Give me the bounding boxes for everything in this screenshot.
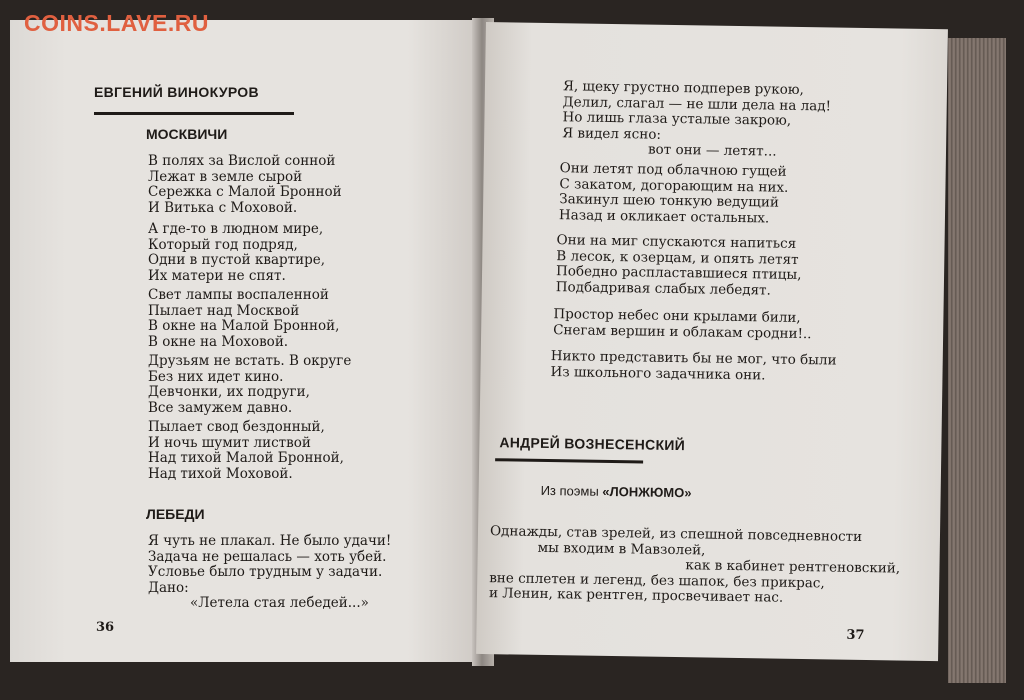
verse-line: Который год подряд, — [148, 236, 298, 253]
stanza — [553, 307, 812, 342]
verse-line: Над тихой Малой Бронной, — [148, 450, 344, 467]
verse-line: В полях за Вислой сонной — [148, 153, 336, 169]
verse-line: Все замужем давно. — [148, 399, 293, 416]
verse-line: Никто представить бы не мог, что были — [550, 348, 837, 369]
verse-line: Подбадривая слабых лебедят. — [555, 278, 771, 299]
verse-line: Пылает над Москвой — [148, 302, 300, 319]
verse-line: Над тихой Моховой. — [148, 465, 293, 482]
verse-line: Однажды, став зрелей, из спешной повседневности — [489, 523, 863, 545]
verse-line: И Витька с Моховой. — [148, 199, 298, 216]
verse-line: В лесок, к озерцам, и опять летят — [556, 247, 799, 268]
author-rule — [495, 458, 643, 463]
verse-line: Из школьного задачника они. — [550, 363, 766, 384]
verse-line: Простор небес они крылами били, — [553, 306, 801, 326]
author-name: АНДРЕЙ ВОЗНЕСЕНСКИЙ — [499, 434, 686, 454]
verse-line: Я видел ясно: — [562, 124, 662, 143]
stanza — [550, 349, 836, 385]
subtitle-title: «ЛОНЖЮМО» — [602, 483, 692, 501]
author-rule — [94, 112, 294, 115]
stanza — [562, 79, 831, 161]
verse-line: С закатом, догорающим на них. — [559, 175, 789, 196]
verse-line: Дано: — [148, 579, 189, 596]
author-name: ЕВГЕНИЙ ВИНОКУРОВ — [94, 84, 259, 100]
stanza — [148, 288, 339, 350]
verse-line: Друзьям не встать. В округе — [148, 353, 352, 369]
verse-line: И ночь шумит листвой — [148, 434, 311, 451]
subtitle-prefix: Из поэмы — [540, 482, 603, 499]
verse-line: Они летят под облачною гущей — [559, 160, 787, 180]
verse-line: и Ленин, как рентген, просвечивает нас. — [488, 585, 784, 607]
poem-title: МОСКВИЧИ — [146, 126, 228, 142]
verse-line: А где-то в людном мире, — [148, 221, 324, 237]
right-page — [476, 22, 948, 661]
verse-line: Условье было трудным у задачи. — [148, 564, 383, 581]
verse-line: Я, щеку грустно подперев рукою, — [562, 78, 805, 99]
verse-line: Они на миг спускаются напиться — [556, 232, 797, 252]
stanza — [148, 420, 344, 482]
stanza — [559, 161, 789, 227]
verse-line: Снегам вершин и облакам сродни!.. — [553, 321, 812, 342]
stanza — [148, 354, 351, 416]
page-edges — [948, 38, 1006, 683]
verse-line: Одни в пустой квартире, — [148, 252, 326, 269]
verse-line: Свет лампы воспаленной — [148, 287, 329, 303]
verse-line: Задача не решалась — хоть убей. — [148, 548, 387, 565]
verse-line: Но лишь глаза усталые закрою, — [562, 109, 792, 129]
verse-line: Пылает свод бездонный, — [148, 419, 325, 435]
poem-subtitle — [541, 483, 692, 500]
verse-line: В окне на Моховой. — [148, 333, 289, 350]
verse-line: В окне на Малой Бронной, — [148, 318, 340, 335]
watermark: COINS.LAVE.RU — [24, 10, 209, 36]
verse-line: Их матери не спят. — [148, 267, 286, 284]
verse-block — [489, 524, 901, 608]
verse-line: Закинул шею тонкую ведущий — [559, 191, 780, 211]
verse-line: Девчонки, их подруги, — [148, 384, 310, 401]
verse-line: «Летела стая лебедей...» — [190, 595, 369, 612]
page-number: 36 — [96, 620, 115, 635]
verse-line: вне сплетен и легенд, без шапок, без прикрас, — [489, 569, 825, 592]
left-page — [10, 20, 478, 662]
verse-line: мы входим в Мавзолей, — [537, 539, 706, 559]
verse-line: Сережка с Малой Бронной — [148, 184, 342, 201]
verse-line: как в кабинет рентгеновский, — [685, 557, 901, 577]
poem-title: ЛЕБЕДИ — [146, 506, 205, 522]
verse-line: Победно распластавшиеся птицы, — [555, 263, 802, 284]
verse-line: вот они — летят... — [647, 141, 777, 160]
stanza — [148, 222, 325, 284]
verse-line: Лежат в земле сырой — [148, 168, 303, 185]
stanza — [148, 154, 342, 216]
stanza — [148, 534, 391, 612]
verse-line: Я чуть не плакал. Не было удачи! — [148, 533, 392, 549]
stanza — [556, 233, 802, 299]
verse-line: Делил, слагал — не шли дела на лад! — [562, 93, 832, 115]
verse-line: Без них идет кино. — [148, 368, 284, 385]
verse-line: Назад и окликает остальных. — [558, 206, 770, 227]
page-number: 37 — [846, 627, 865, 644]
